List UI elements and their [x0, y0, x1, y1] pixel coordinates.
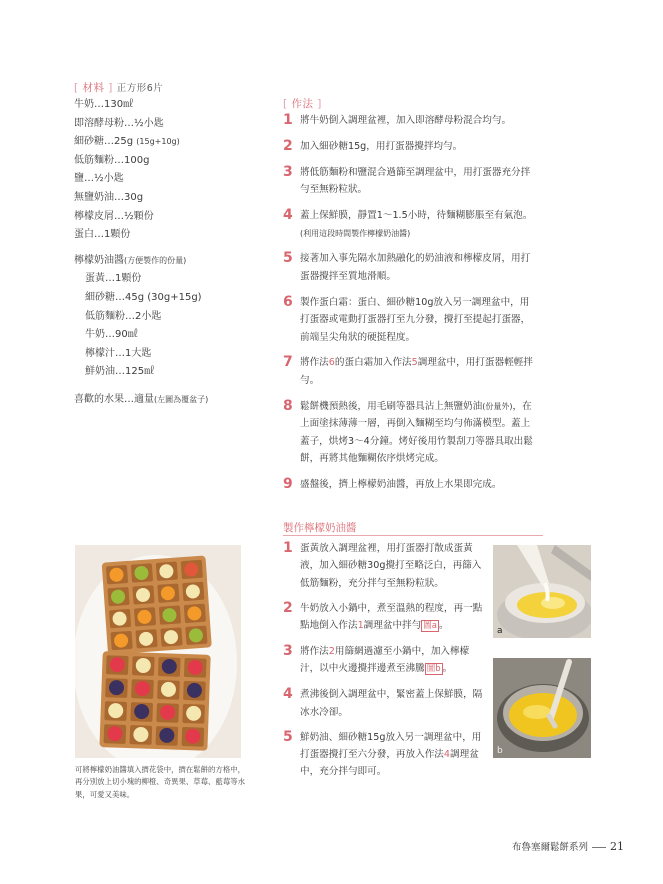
figure-ref: 圖a: [423, 621, 437, 632]
method-heading-close: ]: [317, 98, 322, 110]
method-step: [283, 112, 535, 129]
step-number: 8: [283, 397, 293, 414]
step-number: 3: [283, 643, 293, 660]
ingredient-item: 細砂糖…25g (15g+10g): [74, 136, 180, 148]
step-number: 5: [283, 728, 293, 745]
curd-ingredient-item: 蛋黃…1顆份: [85, 273, 142, 285]
ingredient-item: 低筋麵粉…100g: [74, 154, 150, 166]
ingredients-heading: [74, 80, 163, 95]
curd-section-title: 製作檸檬奶油醬: [283, 522, 357, 534]
step-text: 煮沸後倒入調理盆中，緊密蓋上保鮮膜，隔冰水冷卻。: [300, 689, 483, 718]
curd-steps: [283, 540, 488, 788]
method-step: [283, 398, 535, 468]
fruit-ingredient: 喜歡的水果…適量(左圖為覆盆子): [74, 393, 209, 405]
curd-step: [283, 600, 488, 636]
step-text: 盛盤後，擠上檸檬奶油醬，再放上水果即完成。: [300, 478, 502, 490]
ingredient-item: 無鹽奶油…30g: [74, 191, 144, 203]
curd-ingredient-item: 低筋麵粉…2小匙: [85, 310, 162, 322]
step-text: 加入細砂糖15g，用打蛋器攪拌均勻。: [300, 140, 463, 152]
ingredient-item: 即溶酵母粉…½小匙: [74, 117, 164, 129]
method-step: [283, 207, 535, 242]
step-text: 將作法2用篩網過濾至小鍋中，加入檸檬汁，以中火邊攪拌邊煮至沸騰 圖b 。: [300, 646, 470, 675]
page-number: 21: [610, 840, 625, 853]
step-photo-b: [493, 658, 591, 758]
ingredient-item: 牛奶…130㎖: [74, 99, 134, 110]
step-number: 2: [283, 599, 293, 616]
method-step: [283, 294, 535, 346]
method-heading-open: [: [283, 98, 288, 110]
step-text: 接著加入事先隔水加熱融化的奶油液和檸檬皮屑，用打蛋器攪拌至質地滑順。: [300, 253, 531, 282]
curd-step: [283, 686, 488, 721]
curd-step: [283, 729, 488, 781]
ingredient-item: 鹽…½小匙: [74, 173, 124, 185]
step-text: 製作蛋白霜：蛋白、細砂糖10g放入另一調理盆中，用打蛋器或電動打蛋器打至九分發，攪打至提起打蛋器，前端呈尖角狀的硬挺程度。: [300, 296, 531, 343]
ingredients-heading-close: ]: [108, 82, 113, 94]
curd-step: [283, 643, 488, 679]
step-number: 4: [283, 207, 293, 224]
step-number: 5: [283, 250, 293, 267]
step-number: 2: [283, 137, 293, 154]
series-name: 布魯塞爾鬆餅系列: [512, 842, 589, 853]
step-number: 4: [283, 686, 293, 703]
step-text: 蛋黃放入調理盆裡，用打蛋器打散成蛋黃液，加入細砂糖30g攪打至略泛白，再篩入低筋麵粉，充分拌勻至無粉粒狀。: [300, 543, 482, 589]
step-ref: 6: [328, 357, 335, 369]
ingredients-heading-open: [: [74, 82, 79, 94]
curd-ingredient-item: 細砂糖…45g (30g+15g): [85, 291, 202, 303]
step-number: 3: [283, 163, 293, 180]
step-ref: 4: [443, 749, 451, 761]
step-number: 9: [283, 475, 293, 492]
method-step: [283, 250, 535, 285]
curd-ingredient-item: 鮮奶油…125㎖: [85, 366, 155, 378]
curd-step: [283, 540, 488, 592]
step-text: 將作法6的蛋白霜加入作法5調理盆中，用打蛋器輕輕拌勻。: [300, 357, 533, 386]
photo-a-label: a: [497, 626, 503, 636]
step-photo-a: [493, 545, 591, 638]
figure-ref: 圖b: [426, 664, 441, 675]
method-step: [283, 164, 535, 199]
ingredients-list: [74, 96, 264, 410]
ingredient-item: 檸檬皮屑…½顆份: [74, 210, 154, 222]
step-ref: 5: [411, 357, 418, 369]
ingredient-item: 蛋白…1顆份: [74, 229, 131, 241]
curd-section-divider: [283, 535, 543, 536]
method-step: [283, 476, 535, 493]
step-text: 將低筋麵粉和鹽混合過篩至調理盆中，用打蛋器充分拌勻至無粉粒狀。: [300, 166, 531, 196]
curd-ingredient-item: 牛奶…90㎖: [85, 329, 138, 341]
page-footer: [512, 839, 624, 853]
step-number: 1: [283, 540, 293, 556]
step-text: 鬆餅機預熱後，用毛刷等器具沾上無鹽奶油(份量外)，在上面塗抹薄薄一層，再倒入麵糊至均勻佈滿模型。蓋上蓋子，烘烤3～4分鐘。烤好後用竹製刮刀等器具取出鬆餅，再將其他麵糊依序烘烤完成。: [300, 400, 533, 464]
method-heading-label: 作法: [291, 98, 314, 110]
curd-ingredient-item: 檸檬汁…1大匙: [85, 347, 152, 359]
step-number: 1: [283, 112, 293, 128]
ingredients-yield: 正方形6片: [116, 83, 164, 94]
step-ref: 1: [357, 620, 364, 632]
waffle-photo: [75, 545, 241, 758]
step-text: 將牛奶倒入調理盆裡，加入即溶酵母粉混合均勻。: [300, 115, 512, 126]
method-heading: [283, 96, 322, 111]
step-text: 鮮奶油、細砂糖15g放入另一調理盆中，用打蛋器攪打至六分發，再放入作法4調理盆中，充分拌勻即可。: [300, 731, 482, 778]
photo-b-label: b: [497, 746, 503, 756]
step-number: 6: [283, 293, 293, 310]
photo-caption: 可將檸檬奶油醬填入擠花袋中，擠在鬆餅的方格中，再分別放上切小塊的柳橙、奇異果、草莓、藍莓等水果，可愛又美味。: [75, 765, 245, 799]
step-ref: 2: [328, 646, 335, 658]
method-step: [283, 354, 535, 389]
curd-ingredients-heading: 檸檬奶油醬(方便製作的份量): [74, 254, 187, 266]
footer-dash: [592, 847, 606, 848]
method-step: [283, 138, 535, 155]
step-number: 7: [283, 354, 293, 371]
method-steps: [283, 112, 535, 502]
step-text: 牛奶放入小鍋中，煮至溫熱的程度，再一點點地倒入作法1調理盆中拌勻 圖a 。: [300, 602, 483, 632]
step-text: 蓋上保鮮膜，靜置1～1.5小時，待麵糊膨脹至有氣泡。(利用這段時間製作檸檬奶油醬): [300, 210, 533, 238]
ingredients-heading-label: 材料: [82, 82, 105, 94]
